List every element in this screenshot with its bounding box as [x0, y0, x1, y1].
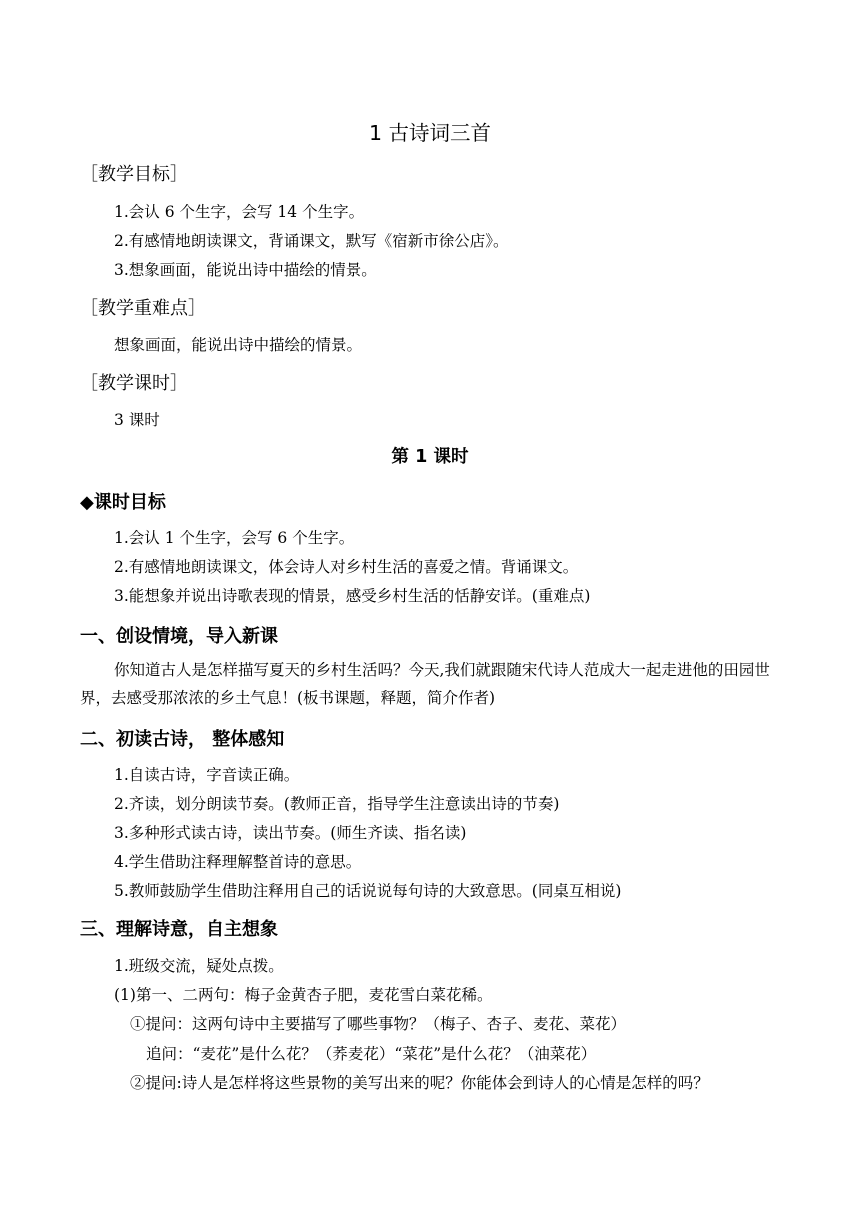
- lesson-goal-item: 2.有感情地朗读课文，体会诗人对乡村生活的喜爱之情。背诵课文。: [114, 558, 579, 576]
- lesson-goal-item: 3.能想象并说出诗歌表现的情景，感受乡村生活的恬静安详。(重难点): [114, 587, 591, 605]
- part2-item: 5.教师鼓励学生借助注释用自己的话说说每句诗的大致意思。(同桌互相说): [114, 882, 622, 900]
- part2-item: 2.齐读，划分朗读节奏。(教师正音，指导学生注意读出诗的节奏): [114, 795, 560, 813]
- lesson1-heading: 第 1 课时: [391, 447, 469, 467]
- part3-heading: 三、理解诗意，自主想象: [80, 919, 278, 940]
- part3-item: (1)第一、二两句：梅子金黄杏子肥，麦花雪白菜花稀。: [114, 986, 493, 1004]
- part3-item: ①提问：这两句诗中主要描写了哪些事物？（梅子、杏子、麦花、菜花）: [130, 1015, 627, 1033]
- part2-item: 3.多种形式读古诗，读出节奏。(师生齐读、指名读): [114, 824, 467, 842]
- part2-heading: 二、初读古诗， 整体感知: [80, 729, 285, 750]
- part2-item: 1.自读古诗，字音读正确。: [114, 766, 300, 784]
- lesson-goals-heading: ◆课时目标: [80, 492, 166, 513]
- part3-item: ②提问:诗人是怎样将这些景物的美写出来的呢？你能体会到诗人的心情是怎样的吗？: [130, 1074, 709, 1092]
- part1-paragraph: 你知道古人是怎样描写夏天的乡村生活吗？今天,我们就跟随宋代诗人范成大一起走进他的田园世界，去感受那浓浓的乡土气息！(板书课题，释题，简介作者): [80, 661, 770, 707]
- key-points-text: 想象画面，能说出诗中描绘的情景。: [114, 336, 363, 354]
- part1-heading: 一、创设情境，导入新课: [80, 626, 278, 647]
- objectives-heading: ［教学目标］: [80, 164, 188, 185]
- objective-item: 3.想象画面，能说出诗中描绘的情景。: [114, 261, 377, 279]
- lesson-goal-item: 1.会认 1 个生字，会写 6 个生字。: [114, 529, 355, 547]
- objective-item: 2.有感情地朗读课文，背诵课文，默写《宿新市徐公店》。: [114, 232, 509, 250]
- part3-item: 追问：“麦花”是什么花？（荞麦花）“菜花”是什么花？（油菜花）: [146, 1045, 597, 1063]
- periods-heading: ［教学课时］: [80, 373, 188, 394]
- key-points-heading: ［教学重难点］: [80, 298, 206, 319]
- document-title: 1 古诗词三首: [368, 121, 492, 145]
- part3-item: 1.班级交流，疑处点拨。: [114, 957, 284, 975]
- objective-item: 1.会认 6 个生字，会写 14 个生字。: [114, 203, 365, 221]
- periods-text: 3 课时: [114, 411, 160, 429]
- part2-item: 4.学生借助注释理解整首诗的意思。: [114, 853, 362, 871]
